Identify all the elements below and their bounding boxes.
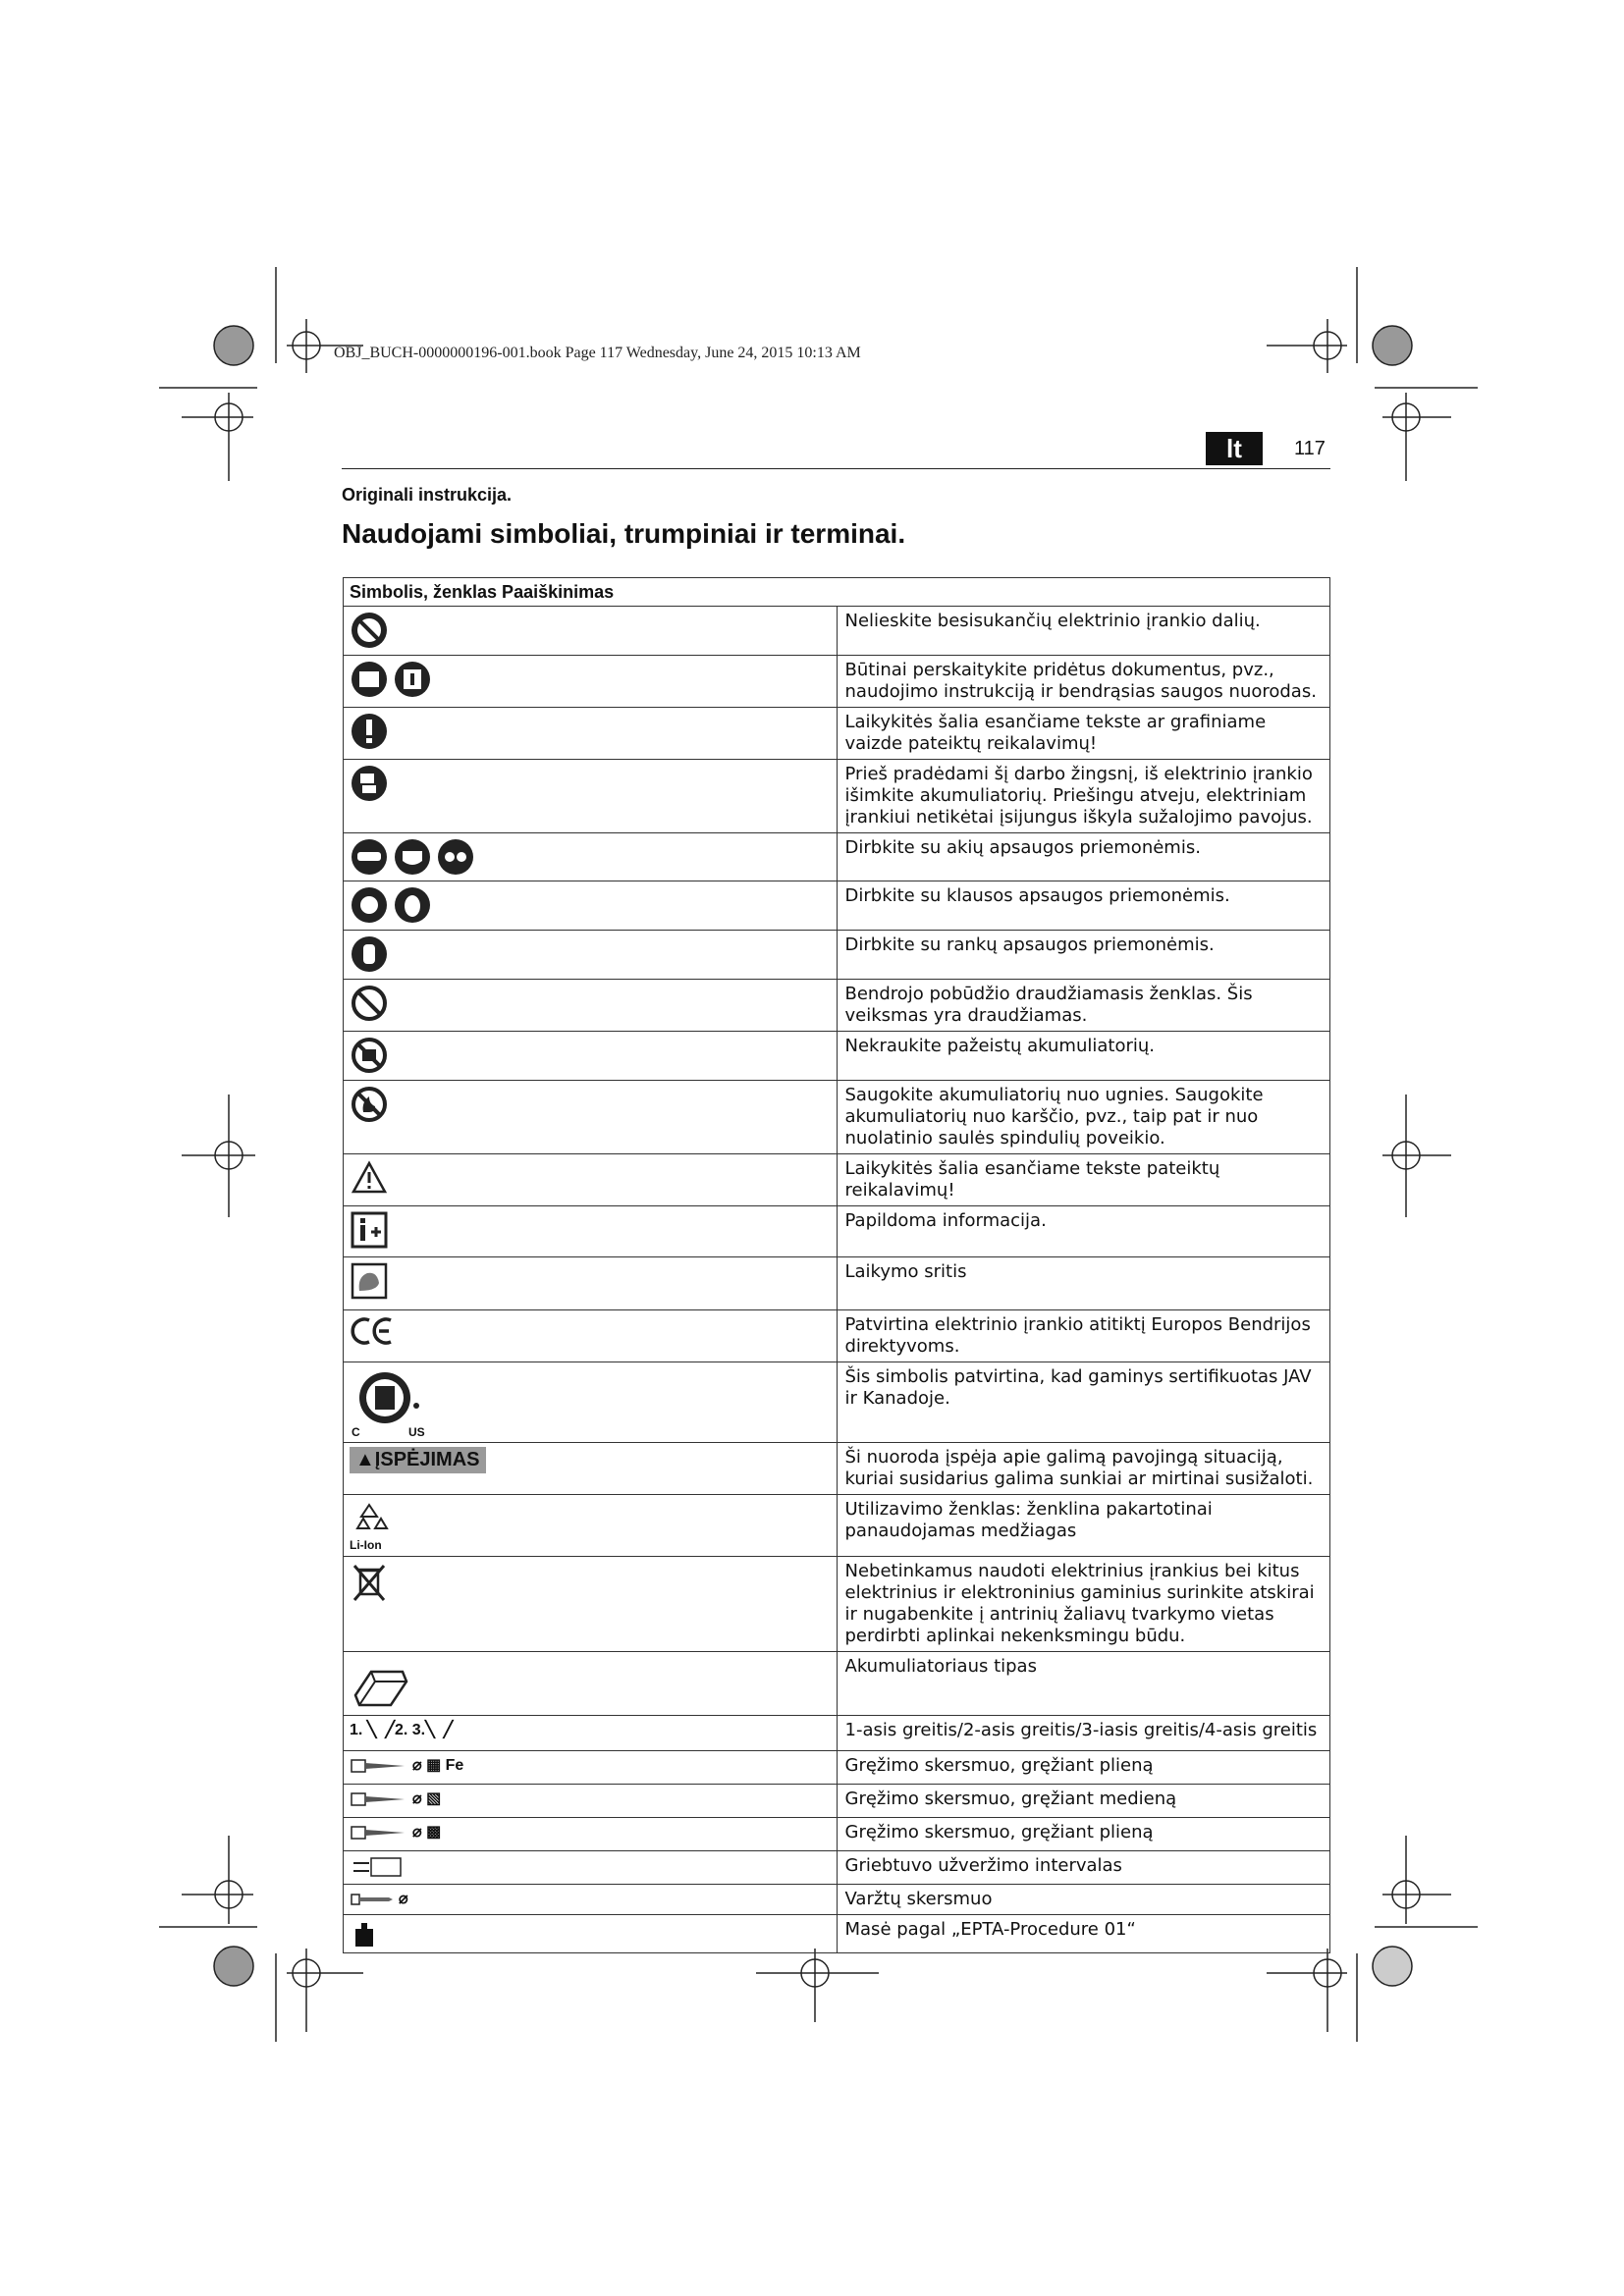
intro-text: Originali instrukcija. — [342, 485, 513, 505]
table-row — [344, 833, 1330, 881]
table-row — [344, 1257, 1330, 1310]
warning-label-icon — [350, 1447, 486, 1473]
prohibition-icon — [350, 984, 389, 1023]
language-badge: lt — [1206, 432, 1263, 465]
row-text: Griebtuvo užveržimo intervalas — [837, 1851, 1330, 1885]
table-row — [344, 1557, 1330, 1652]
print-header: OBJ_BUCH-0000000196-001.book Page 117 Wednesday, June 24, 2015 10:13 AM — [334, 345, 861, 361]
row-text: Laikykitės šalia esančiame tekste pateiktų reikalavimų! — [837, 1154, 1330, 1206]
table-row — [344, 881, 1330, 931]
row-text: Varžtų skersmuo — [837, 1885, 1330, 1915]
table-row — [344, 656, 1330, 708]
table-header-row — [344, 578, 1330, 607]
row-text: Nekraukite pažeistų akumuliatorių. — [837, 1032, 1330, 1081]
table-row — [344, 1915, 1330, 1953]
page-number: 117 — [1294, 438, 1326, 459]
recycling-li-ion-icon — [350, 1499, 389, 1538]
table-row: ⌀ ▦ Fe Gręžimo skersmuo, gręžiant plieną — [344, 1751, 1330, 1785]
book-info-icon — [393, 660, 432, 699]
weight-icon — [350, 1919, 379, 1949]
no-touch-rotating-icon — [350, 611, 389, 650]
table-row — [344, 607, 1330, 656]
row-text: Nelieskite besisukančių elektrinio įrankio dalių. — [837, 607, 1330, 656]
table-row — [344, 1081, 1330, 1154]
row-text: Dirbkite su klausos apsaugos priemonėmis. — [837, 881, 1330, 931]
row-text: Laikymo sritis — [837, 1257, 1330, 1310]
face-shield-icon — [393, 837, 432, 877]
table-row — [344, 1154, 1330, 1206]
row-text: Saugokite akumuliatorių nuo ugnies. Saugokite akumuliatorių nuo karščio, pvz., taip pat ir nuo nuolatinio saulės spindulių poveikio. — [837, 1081, 1330, 1154]
speed-gears-icon: 1. ╲ ╱2. 3.╲ ╱ — [344, 1716, 838, 1751]
row-text: Masė pagal „EPTA-Procedure 01“ — [837, 1915, 1330, 1953]
csa-c-label: C — [352, 1425, 360, 1439]
eye-protection-icon — [350, 837, 389, 877]
goggles-icon — [436, 837, 475, 877]
row-text: Dirbkite su akių apsaugos priemonėmis. — [837, 833, 1330, 881]
table-header: Simbolis, ženklas Paaiškinimas — [344, 578, 1330, 607]
symbols-table — [343, 577, 1330, 1953]
row-text: Gręžimo skersmuo, gręžiant medieną — [837, 1785, 1330, 1818]
speed-3-label: 3. — [411, 1722, 426, 1738]
table-row — [344, 1032, 1330, 1081]
warning-triangle-icon — [350, 1158, 389, 1198]
table-row — [344, 1206, 1330, 1257]
speed-1-label: 1. — [350, 1722, 363, 1738]
warning-label-text: ĮSPĖJIMAS — [374, 1449, 480, 1470]
table-row — [344, 1495, 1330, 1557]
exclamation-icon — [350, 712, 389, 751]
row-text: Šis simbolis patvirtina, kad gaminys sertifikuotas JAV ir Kanadoje. — [837, 1362, 1330, 1443]
row-text: Bendrojo pobūdžio draudžiamasis ženklas. Šis veiksmas yra draudžiamas. — [837, 980, 1330, 1032]
chuck-range-icon — [350, 1855, 408, 1879]
drill-masonry-icon — [350, 1822, 408, 1843]
table-row — [344, 1362, 1330, 1443]
drill-steel-icon — [350, 1755, 408, 1777]
table-row — [344, 1851, 1330, 1885]
header-rule — [342, 468, 1330, 469]
row-text: Prieš pradėdami šį darbo žingsnį, iš elektrinio įrankio išimkite akumuliatorių. Priešingu atveju, elektriniam įrankiui netikėtai įsijungus iškyla sužalojimo pavojus. — [837, 760, 1330, 833]
row-text: Laikykitės šalia esančiame tekste ar grafiniame vaizde pateiktų reikalavimų! — [837, 708, 1330, 760]
no-charge-damaged-icon — [350, 1036, 389, 1075]
warning-triangle-mini-icon: ▲ — [355, 1449, 375, 1470]
row-text: Dirbkite su rankų apsaugos priemonėmis. — [837, 931, 1330, 980]
table-row — [344, 1310, 1330, 1362]
weee-bin-icon — [350, 1561, 389, 1604]
ear-muffs-icon — [393, 885, 432, 925]
table-row — [344, 1652, 1330, 1716]
remove-battery-icon — [350, 764, 389, 803]
row-text: Patvirtina elektrinio įrankio atitiktį Europos Bendrijos direktyvoms. — [837, 1310, 1330, 1362]
row-text: Gręžimo skersmuo, gręžiant plieną — [837, 1751, 1330, 1785]
fe-label: Fe — [445, 1757, 464, 1775]
table-row — [344, 760, 1330, 833]
table-row: ⌀ ▧ Gręžimo skersmuo, gręžiant medieną — [344, 1785, 1330, 1818]
ce-mark-icon — [350, 1314, 395, 1348]
table-row: ⌀ ▩ Gręžimo skersmuo, gręžiant plieną — [344, 1818, 1330, 1851]
drill-wood-icon — [350, 1789, 408, 1810]
li-ion-label: Li-Ion — [350, 1538, 382, 1552]
grip-area-icon — [350, 1261, 389, 1301]
read-manual-icon — [350, 660, 389, 699]
row-text: Utilizavimo ženklas: ženklina pakartotinai panaudojamas medžiagas — [837, 1495, 1330, 1557]
info-icon — [350, 1210, 389, 1250]
table-row — [344, 1716, 1330, 1751]
csa-us-label: US — [408, 1425, 425, 1439]
row-text: Akumuliatoriaus tipas — [837, 1652, 1330, 1716]
speed-2-label: 2. — [394, 1722, 408, 1738]
row-text: Gręžimo skersmuo, gręžiant plieną — [837, 1818, 1330, 1851]
hand-protection-icon — [350, 934, 389, 974]
row-text: Būtinai perskaitykite pridėtus dokumentus, pvz., naudojimo instrukciją ir bendrąsias saugos nuorodas. — [837, 656, 1330, 708]
ear-protection-icon — [350, 885, 389, 925]
no-fire-icon — [350, 1085, 389, 1124]
screw-diameter-icon — [350, 1891, 395, 1908]
table-row: ⌀ Varžtų skersmuo — [344, 1885, 1330, 1915]
row-text: 1-asis greitis/2-asis greitis/3-iasis greitis/4-asis greitis — [837, 1716, 1330, 1751]
table-row — [344, 980, 1330, 1032]
row-text: Nebetinkamus naudoti elektrinius įrankius bei kitus elektrinius ir elektroninius gaminius surinkite atskirai ir nugabenkite į antrinių žaliavų tvarkymo vietas perdirbti aplinkai nekenksmingu būdu. — [837, 1557, 1330, 1652]
battery-pack-icon — [350, 1656, 412, 1711]
row-text: Papildoma informacija. — [837, 1206, 1330, 1257]
row-text: Ši nuoroda įspėja apie galimą pavojingą situaciją, kuriai susidarius galima sunkiai ar mirtinai susižaloti. — [837, 1443, 1330, 1495]
table-row — [344, 931, 1330, 980]
page-title: Naudojami simboliai, trumpiniai ir terminai. — [342, 518, 906, 549]
table-row — [344, 708, 1330, 760]
table-row — [344, 1443, 1330, 1495]
